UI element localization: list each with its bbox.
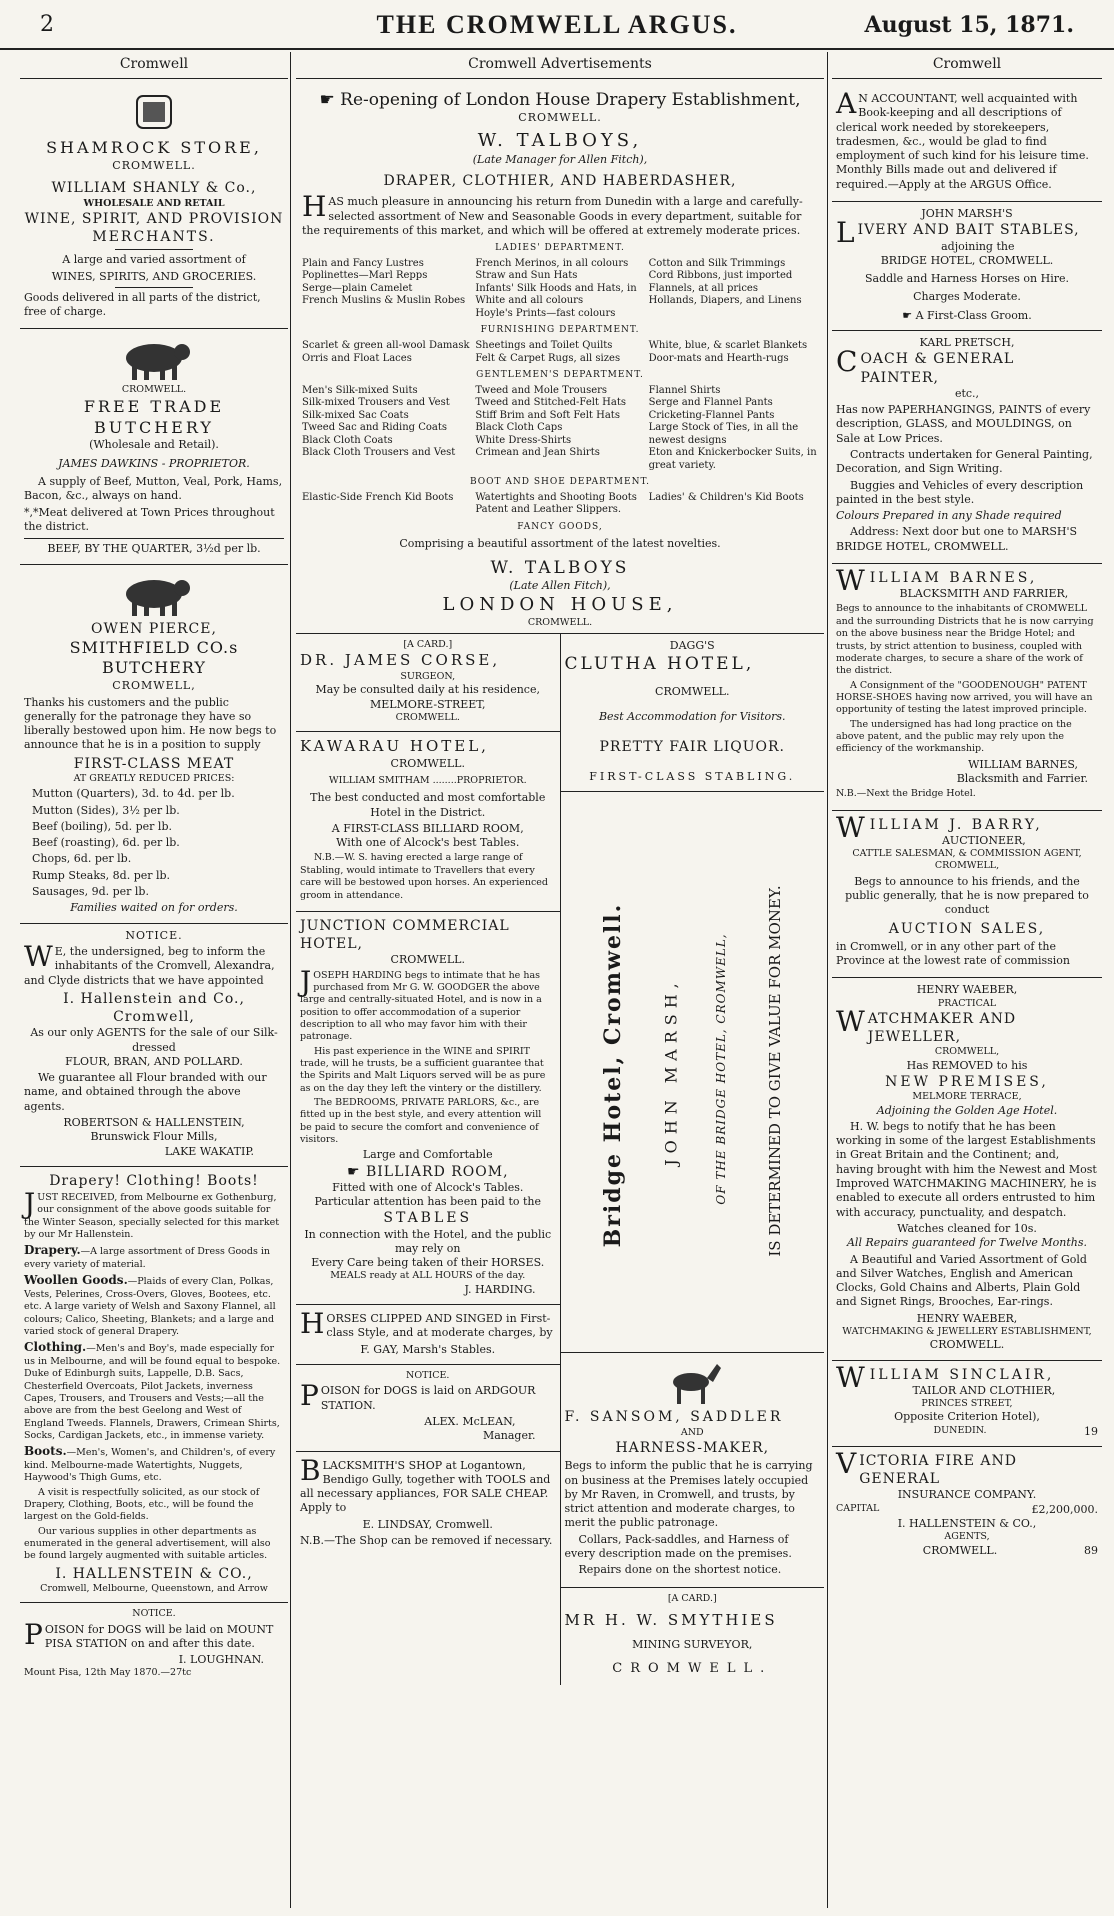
ad-notice-agents bbox=[20, 924, 288, 1167]
column-rule bbox=[827, 52, 828, 1908]
ad-body: —Men's and Boy's, made especially for us in Melbourne, and will be found equal to bespoke. Duke of Edinburgh suits, Lappelle, D.B. Sacs, Chesterfield Overcoats, Pilot Jackets, inverness Capes, Trousers, and Trousers and Vests;—all the above are from the best Geelong and West of England Tweeds. Flannels, Drawers, Crimean Shirts, Socks, Cardigan Jackets, etc., in immense variety. bbox=[24, 1343, 281, 1442]
ad-body: —Plaids of every Clan, Polkas, Vests, Pelerines, Cross-Overs, Gloves, Bootees, etc. etc. A large variety of Welsh and Saxony Flannel, all colours; Calico, Sheeting, Blankets; and a large and varied stock of general Drapery. bbox=[24, 1276, 276, 1338]
ad-role: SURGEON, bbox=[400, 670, 456, 682]
ad-free-trade-butchery bbox=[20, 329, 288, 564]
ad-sub: AT GREATLY REDUCED PRICES: bbox=[73, 772, 235, 784]
ad-body: BLACKSMITH'S SHOP at Logantown, Bendigo Gully, together with TOOLS and all necessary appliances, FOR SALE CHEAP. Apply to bbox=[300, 1453, 551, 1515]
list-item: Large Stock of Ties, in all the newest designs bbox=[648, 422, 799, 446]
list-item: Sheetings and Toilet Quilts bbox=[475, 340, 613, 352]
ad-body: WE, the undersigned, beg to inform the inhabitants of the Cromvell, Alexandra, and Clyde districts that we have appointed bbox=[24, 939, 275, 987]
ad-late: (Late Allen Fitch), bbox=[509, 578, 611, 592]
list-item: Serge—plain Camelet bbox=[302, 282, 413, 294]
list-item: Rump Steaks, 8d. per lb. bbox=[32, 868, 171, 882]
ad-body: Begs to announce to the inhabitants of CROMWELL and the surrounding Districts that he is now carrying on the above business near the Bridge Hotel; and trusts, by strict attention to business, coupled with moderate charges, to secure a share of the work of the district. bbox=[836, 603, 1094, 677]
ad-cleaned: Watches cleaned for 10s. bbox=[897, 1221, 1037, 1235]
dept-list bbox=[302, 492, 818, 517]
ad-waeber-watchmaker bbox=[832, 978, 1102, 1360]
newspaper-title: THE CROMWELL ARGUS. bbox=[376, 10, 738, 39]
ad-late: (Late Manager for Allen Fitch), bbox=[472, 152, 648, 166]
ad-place: CROMWELL. bbox=[518, 111, 602, 125]
shamrock-badge-icon bbox=[119, 92, 189, 132]
ad-adj: adjoining the bbox=[941, 239, 1015, 253]
ad-body: WINES, SPIRITS, AND GROCERIES. bbox=[51, 269, 257, 283]
ad-sign: Blacksmith and Farrier. bbox=[956, 771, 1088, 785]
column-heading: Cromwell bbox=[832, 52, 1102, 79]
ad-adj: Adjoining the Golden Age Hotel. bbox=[876, 1103, 1058, 1117]
ad-body: As our only AGENTS for the sale of our Silk-dressed bbox=[30, 1026, 278, 1054]
ad-tables: With one of Alcock's best Tables. bbox=[336, 836, 520, 850]
ad-drapery-clothing-boots bbox=[20, 1167, 288, 1603]
list-item: Watertights and Shooting Boots bbox=[475, 491, 637, 503]
list-item: Poplinettes—Marl Repps bbox=[302, 270, 428, 282]
split-area bbox=[296, 634, 824, 1685]
column-right bbox=[832, 52, 1102, 1908]
ad-body: HORSES CLIPPED AND SINGED in First-class Style, and at moderate charges, by bbox=[300, 1307, 553, 1341]
ad-title: WATCHMAKER AND JEWELLER, bbox=[836, 1005, 1017, 1046]
ad-footer bbox=[836, 1544, 1098, 1558]
ad-place: CROMWELL. bbox=[395, 711, 460, 723]
ad-line: Fitted with one of Alcock's Tables. bbox=[332, 1180, 524, 1194]
ad-sign: ROBERTSON & HALLENSTEIN, bbox=[63, 1116, 245, 1130]
dept-heading: BOOT AND SHOE DEPARTMENT. bbox=[469, 477, 650, 488]
ad-title bbox=[302, 89, 818, 111]
ad-role: CATTLE SALESMAN, & COMMISSION AGENT, bbox=[852, 848, 1082, 860]
ad-body: POISON for DOGS is laid on ARDGOUR STATION. bbox=[300, 1379, 536, 1413]
ad-body: Collars, Pack-saddles, and Harness of every description made on the premises. bbox=[564, 1532, 792, 1560]
list-item: Black Cloth Caps bbox=[475, 422, 563, 434]
ad-house: LONDON HOUSE, bbox=[442, 594, 678, 616]
ad-body: We guarantee all Flour branded with our name, and obtained through the above agents. bbox=[24, 1071, 267, 1113]
pointing-hand-icon: ☛ bbox=[346, 1163, 366, 1180]
list-item: Beef (roasting), 6d. per lb. bbox=[32, 836, 180, 850]
ad-card: [A CARD.] bbox=[403, 639, 453, 651]
ad-sign: Brunswick Flour Mills, bbox=[90, 1130, 218, 1144]
ad-name: F. SANSOM, SADDLER bbox=[564, 1409, 784, 1426]
ad-name: HENRY WAEBER, bbox=[916, 983, 1018, 997]
list-item: French Merinos, in all colours bbox=[475, 257, 629, 269]
ad-sub: WHOLESALE AND RETAIL bbox=[83, 197, 225, 209]
horse-icon bbox=[657, 1358, 727, 1408]
ad-place: CROMWELL. bbox=[390, 953, 465, 967]
ad-capital-value: £2,200,000. bbox=[1031, 1502, 1098, 1516]
ad-card: [A CARD.] bbox=[667, 1592, 717, 1604]
ad-name: MR H. W. SMYTHIES bbox=[564, 1610, 778, 1629]
ad-title: COACH & GENERAL PAINTER, bbox=[836, 345, 1015, 386]
ad-kawarau-hotel bbox=[296, 732, 560, 912]
ad-subhead: Boots. bbox=[24, 1444, 67, 1459]
ad-body: JOSEPH HARDING begs to intimate that he has purchased from Mr G. W. GOODGER the above large and centrally-situated Hotel, and is now in a position to offer accommodation of a superior description to all who may favor him with their patronage. bbox=[300, 964, 542, 1043]
ad-body: The undersigned has had long practice on the above patent, and the public may rely upon the efficiency of the workmanship. bbox=[836, 718, 1072, 755]
vertical-marsh: JOHN MARSH, bbox=[661, 977, 680, 1167]
ad-dr-corse bbox=[296, 634, 560, 732]
ad-line: Saddle and Harness Horses on Hire. bbox=[864, 272, 1070, 286]
ad-proprietor: JAMES DAWKINS - PROPRIETOR. bbox=[58, 456, 250, 470]
ad-line: Every Care being taken of their HORSES. bbox=[311, 1256, 545, 1270]
ad-and: AND bbox=[680, 1426, 704, 1438]
ad-name: WILLIAM J. BARRY, bbox=[836, 810, 1043, 844]
ad-body: A Consignment of the "GOODENOUGH" PATENT HORSE-SHOES having now arrived, you will have an opportunity of testing the latest improved principle. bbox=[836, 679, 1093, 716]
list-item: Men's Silk-mixed Suits bbox=[302, 384, 418, 396]
list-item: Infants' Silk Hoods and Hats, in White and all colours bbox=[475, 282, 637, 307]
ad-bridge-hotel-vertical bbox=[561, 792, 825, 1353]
dept-list bbox=[302, 340, 818, 365]
ad-body: —Men's, Women's, and Children's, of every kind. Melbourne-made Watertights, Nuggets, Haywood's Thigh Gums, etc. bbox=[24, 1447, 276, 1484]
ad-place: CROMWELL. bbox=[112, 159, 196, 173]
ad-sign: F. GAY, Marsh's Stables. bbox=[360, 1342, 496, 1356]
ad-owner: DAGG'S bbox=[669, 639, 715, 653]
ad-place: CROMWELL. bbox=[390, 756, 465, 770]
ad-title: SMITHFIELD CO.s BUTCHERY bbox=[69, 637, 239, 678]
ad-body: Comprising a beautiful assortment of the latest novelties. bbox=[399, 536, 721, 550]
ad-shamrock-store bbox=[20, 85, 288, 329]
ad-notice-ardgour bbox=[296, 1365, 560, 1452]
ad-body: —A large assortment of Dress Goods in every variety of material. bbox=[24, 1246, 271, 1271]
list-item: Cricketing-Flannel Pants bbox=[648, 409, 775, 421]
list-item: Elastic-Side French Kid Boots bbox=[302, 491, 454, 503]
ad-owner: KARL PRETSCH, bbox=[919, 336, 1015, 350]
ad-title: FREE TRADE BUTCHERY bbox=[83, 396, 225, 437]
ad-line: Charges Moderate. bbox=[913, 290, 1021, 304]
ad-line-text: A First-Class Groom. bbox=[915, 308, 1032, 322]
ad-body: HAS much pleasure in announcing his return from Dunedin with a large and carefully-selected assortment of New and Seasonable Goods in every department, suitable for the requirements of this market, and which will be offered at extremely moderate prices. bbox=[302, 190, 803, 237]
list-item: Black Cloth Coats bbox=[302, 434, 393, 446]
ad-note: Families waited on for orders. bbox=[70, 901, 238, 915]
ad-body: Begs to inform the public that he is carrying on business at the Premises lately occupied by Mr Raven, in Cromwell, and trusts, by strict attention and moderate charges, to merit the public patronage. bbox=[564, 1459, 813, 1530]
ad-heading: Drapery! Clothing! Boots! bbox=[49, 1172, 259, 1189]
list-item: Cotton and Silk Trimmings bbox=[648, 257, 786, 269]
ad-price: BEEF, BY THE QUARTER, 3½d per lb. bbox=[24, 538, 284, 556]
ad-sign: I. LOUGHNAN. bbox=[178, 1653, 264, 1667]
ad-sign: HENRY WAEBER, bbox=[916, 1311, 1018, 1325]
page-number: 2 bbox=[40, 12, 54, 37]
ad-victoria-insurance bbox=[832, 1447, 1102, 1565]
pointing-hand-icon: ☛ bbox=[902, 308, 916, 322]
ad-street: MELMORE-STREET, bbox=[369, 697, 486, 711]
ad-name: CLUTHA HOTEL, bbox=[564, 654, 755, 675]
ad-body: AN ACCOUNTANT, well acquainted with Book-keeping and all descriptions of clerical work needed by storekeepers, tradesmen, &c., would be glad to find employment of such kind for his leisure time. Monthly Bills made out and delivered if required.—Apply at the ARGUS Office. bbox=[836, 87, 1089, 191]
column-center bbox=[296, 52, 824, 1908]
ad-body: May be consulted daily at his residence, bbox=[315, 683, 540, 697]
ad-firm: I. Hallenstein and Co., Cromwell, bbox=[63, 990, 245, 1026]
ad-num: 89 bbox=[1083, 1543, 1098, 1557]
dept-heading: GENTLEMEN'S DEPARTMENT. bbox=[476, 370, 644, 381]
ad-body: Has now PAPERHANGINGS, PAINTS of every description, GLASS, and MOULDINGS, on Sale at Low Prices. bbox=[836, 403, 1091, 445]
dept-list bbox=[302, 258, 818, 321]
ad-place: CROMWELL, bbox=[934, 1046, 1000, 1058]
ad-sign: W. TALBOYS bbox=[490, 557, 630, 578]
list-item: Mutton (Sides), 3½ per lb. bbox=[32, 803, 180, 817]
list-item: Cord Ribbons, just imported bbox=[648, 270, 793, 282]
ad-place: CROMWELL. bbox=[929, 1338, 1005, 1352]
ad-marsh-livery bbox=[832, 202, 1102, 331]
ad-name2: INSURANCE COMPANY. bbox=[897, 1488, 1037, 1502]
ad-body: Contracts undertaken for General Painting, Decoration, and Sign Writing. bbox=[836, 447, 1093, 476]
list-item: Patent and Leather Slippers. bbox=[475, 504, 622, 516]
ad-address: Address: Next door but one to MARSH'S BRIDGE HOTEL, CROMWELL. bbox=[836, 525, 1078, 553]
ad-line-text: BILLIARD ROOM, bbox=[365, 1163, 509, 1180]
masthead bbox=[0, 0, 1114, 50]
ad-sign: J. HARDING. bbox=[464, 1282, 536, 1296]
ad-repairs: All Repairs guaranteed for Twelve Months. bbox=[846, 1236, 1088, 1250]
vertical-of: OF THE BRIDGE HOTEL, CROMWELL, bbox=[713, 933, 728, 1206]
ad-body: The BEDROOMS, PRIVATE PARLORS, &c., are fitted up in the best style, and every attention will be paid to secure the comfort and convenience of visitors. bbox=[300, 1096, 542, 1145]
ad-city: DUNEDIN. bbox=[933, 1424, 987, 1436]
ad-owner: OWEN PIERCE, bbox=[91, 620, 217, 637]
ad-hotel: BRIDGE HOTEL, CROMWELL. bbox=[880, 253, 1054, 267]
list-item: Flannels, at all prices bbox=[648, 282, 758, 294]
list-item: Tweed and Stitched-Felt Hats bbox=[475, 397, 626, 409]
ad-liquor: PRETTY FAIR LIQUOR. bbox=[599, 739, 785, 755]
ad-line: WINE, SPIRIT, AND PROVISION bbox=[24, 210, 284, 227]
divider bbox=[115, 287, 193, 288]
ad-body: A visit is respectfully solicited, as our stock of Drapery, Clothing, Boots, etc., will be found the largest on the Gold-fields. bbox=[24, 1486, 260, 1523]
ad-new: NEW PREMISES, bbox=[885, 1074, 1049, 1091]
vertical-value: IS DETERMINED TO GIVE VALUE FOR MONEY. bbox=[765, 885, 784, 1258]
ad-heading: FIRST-CLASS MEAT bbox=[73, 755, 235, 772]
ad-sign: I. HALLENSTEIN & CO., bbox=[55, 1565, 253, 1582]
list-item: Felt & Carpet Rugs, all sizes bbox=[475, 352, 621, 364]
ad-body: The best conducted and most comfortable Hotel in the District. bbox=[310, 791, 546, 819]
ad-date: Mount Pisa, 12th May 1870.—27tc bbox=[24, 1667, 192, 1679]
list-item: Eton and Knickerbocker Suits, in great variety. bbox=[648, 447, 817, 471]
ad-colours: Colours Prepared in any Shade required bbox=[836, 509, 1062, 523]
dept-heading: LADIES' DEPARTMENT. bbox=[495, 243, 625, 254]
ad-body: His past experience in the WINE and SPIRIT trade, will he trusts, be a sufficient guarantee that the Spirits and Malt Liquors served will be as pure as on the day they left the vintery or the distillery. bbox=[300, 1045, 546, 1094]
ad-name: W. TALBOYS, bbox=[477, 130, 643, 152]
ad-note: N.B.—W. S. having erected a large range of Stabling, would intimate to Travellers that every care will be bestowed upon horses. An experienced groom in attendance. bbox=[300, 852, 549, 901]
ad-line bbox=[836, 309, 1098, 323]
ad-place: CROMWELL. bbox=[922, 1543, 998, 1557]
ad-barnes-blacksmith bbox=[832, 564, 1102, 811]
ad-accountant bbox=[832, 85, 1102, 202]
column-heading: Cromwell Advertisements bbox=[296, 52, 824, 79]
ad-name: DR. JAMES CORSE, bbox=[300, 651, 501, 670]
list-item: Straw and Sun Hats bbox=[475, 270, 578, 282]
column-left bbox=[20, 52, 288, 1908]
ad-body: A supply of Beef, Mutton, Veal, Pork, Hams, Bacon, &c., always on hand. bbox=[24, 475, 283, 503]
ad-subhead: Woollen Goods. bbox=[24, 1273, 128, 1288]
ad-owner: WILLIAM SHANLY & Co., bbox=[51, 180, 257, 197]
ad-heading: NOTICE. bbox=[132, 1608, 176, 1620]
list-item: Silk-mixed Trousers and Vest bbox=[302, 397, 450, 409]
ad-line bbox=[300, 1163, 556, 1181]
list-item: Stiff Brim and Soft Felt Hats bbox=[475, 409, 620, 421]
ad-trade: DRAPER, CLOTHIER, AND HABERDASHER, bbox=[383, 173, 737, 190]
ad-owner: JOHN MARSH'S bbox=[921, 207, 1013, 221]
ad-est: WATCHMAKING & JEWELLERY ESTABLISHMENT, bbox=[842, 1326, 1092, 1338]
ad-place: CROMWELL. bbox=[655, 685, 730, 699]
list-item: Beef (boiling), 5d. per lb. bbox=[32, 819, 172, 833]
list-item: Chops, 6d. per lb. bbox=[32, 852, 132, 866]
ad-billiard: A FIRST-CLASS BILLIARD ROOM, bbox=[331, 821, 524, 835]
list-item: Scarlet & green all-wool Damask bbox=[302, 340, 470, 352]
bull-icon bbox=[114, 336, 194, 382]
ad-note: Goods delivered in all parts of the district, free of charge. bbox=[24, 290, 261, 319]
ad-smithfield-butchery bbox=[20, 565, 288, 924]
list-item: Silk-mixed Sac Coats bbox=[302, 409, 409, 421]
ad-junction-hotel bbox=[296, 912, 560, 1305]
list-item: Tweed Sac and Riding Coats bbox=[302, 422, 447, 434]
list-item: French Muslins & Muslin Robes bbox=[302, 295, 466, 307]
ad-barry-auctioneer bbox=[832, 811, 1102, 979]
ad-role: AUCTIONEER, bbox=[941, 833, 1026, 847]
issue-date: August 15, 1871. bbox=[864, 12, 1074, 38]
list-item: White, blue, & scarlet Blankets bbox=[648, 340, 808, 352]
ad-num: 19 bbox=[1084, 1424, 1098, 1438]
list-item: Sausages, 9d. per lb. bbox=[32, 885, 149, 899]
ad-trade: TAILOR AND CLOTHIER, bbox=[912, 1383, 1056, 1397]
ad-notice-poison bbox=[20, 1603, 288, 1687]
ad-body: JUST RECEIVED, from Melbourne ex Gothenburg, our consignment of the above goods suitable for the Winter Season, specially selected for this market by our Mr Hallenstein. bbox=[24, 1187, 280, 1241]
price-list bbox=[24, 787, 284, 899]
list-item: Crimean and Jean Shirts bbox=[475, 447, 600, 459]
column-heading: Cromwell bbox=[20, 52, 288, 79]
list-item: Tweed and Mole Trousers bbox=[475, 384, 608, 396]
list-item: Orris and Float Laces bbox=[302, 352, 412, 364]
column-rule bbox=[290, 52, 291, 1908]
split-left bbox=[296, 634, 561, 1685]
ad-capital-label: CAPITAL bbox=[836, 1502, 880, 1514]
ad-note: N.B.—Next the Bridge Hotel. bbox=[836, 788, 976, 800]
dept-heading: FANCY GOODS, bbox=[517, 521, 603, 532]
ad-note: N.B.—The Shop can be removed if necessary. bbox=[300, 1534, 553, 1548]
ad-street: PRINCES STREET, bbox=[921, 1398, 1013, 1410]
ad-body: Our various supplies in other departments as enumerated in the general advertisement, will also be found largely augmented with suitable articles. bbox=[24, 1525, 271, 1562]
ad-sub: (Wholesale and Retail). bbox=[89, 438, 219, 452]
ad-title-text: Re-opening of London House Drapery Establishment, bbox=[340, 90, 801, 110]
ad-line: Large and Comfortable bbox=[362, 1148, 493, 1162]
bull-icon bbox=[114, 572, 194, 618]
ad-pretsch-painter bbox=[832, 331, 1102, 564]
ad-note: *,*Meat delivered at Town Prices throughout the district. bbox=[24, 505, 275, 533]
ad-opp: Opposite Criterion Hotel), bbox=[894, 1410, 1040, 1424]
ad-trade: HARNESS-MAKER, bbox=[615, 1440, 770, 1457]
list-item: Door-mats and Hearth-rugs bbox=[648, 352, 789, 364]
ad-sign: E. LINDSAY, Cromwell. bbox=[362, 1517, 493, 1531]
ad-sign: ALEX. McLEAN, bbox=[424, 1414, 516, 1428]
ad-body: Buggies and Vehicles of every description painted in the best style. bbox=[836, 478, 1084, 506]
ad-place: CROMWELL. bbox=[121, 384, 187, 396]
pointing-hand-icon: ☛ bbox=[319, 90, 341, 110]
ad-best: Best Accommodation for Visitors. bbox=[598, 709, 786, 723]
ad-name: VICTORIA FIRE AND GENERAL bbox=[836, 1447, 1017, 1488]
ad-heading: FLOUR, BRAN, AND POLLARD. bbox=[65, 1054, 243, 1068]
ad-title: LIVERY AND BAIT STABLES, bbox=[836, 216, 1080, 250]
ad-role: MINING SURVEYOR, bbox=[632, 1638, 753, 1652]
list-item: Black Cloth Trousers and Vest bbox=[302, 447, 456, 459]
ad-body: A large and varied assortment of bbox=[62, 253, 246, 267]
list-item: Hollands, Diapers, and Linens bbox=[648, 295, 802, 307]
ad-name: KAWARAU HOTEL, bbox=[300, 737, 489, 756]
list-item: Flannel Shirts bbox=[648, 384, 721, 396]
dept-list bbox=[302, 385, 818, 473]
ad-name: WILLIAM BARNES, bbox=[836, 563, 1038, 597]
ad-blacksmith-shop bbox=[296, 1452, 560, 1558]
ad-heading: NOTICE. bbox=[125, 928, 183, 942]
ad-etc: etc., bbox=[954, 386, 980, 400]
ad-line: In connection with the Hotel, and the public may rely on bbox=[304, 1227, 552, 1255]
list-item: White Dress-Shirts bbox=[475, 434, 572, 446]
ad-agent: I. HALLENSTEIN & CO., bbox=[897, 1517, 1037, 1531]
ad-place: CROMWELL, bbox=[934, 860, 1000, 872]
ad-role: Manager. bbox=[482, 1429, 536, 1443]
ad-name: WILLIAM SINCLAIR, bbox=[836, 1360, 1055, 1394]
list-item: Serge and Flannel Pants bbox=[648, 397, 773, 409]
ad-line: STABLES bbox=[383, 1210, 473, 1227]
ad-subhead: Drapery. bbox=[24, 1243, 81, 1258]
ad-place: CROMWELL. bbox=[612, 1660, 773, 1676]
ad-line: MERCHANTS. bbox=[92, 229, 216, 246]
ad-terrace: MELMORE TERRACE, bbox=[912, 1091, 1022, 1103]
ad-prac: PRACTICAL bbox=[937, 997, 997, 1009]
ad-sign: LAKE WAKATIP. bbox=[164, 1144, 254, 1158]
ad-horses-clipped bbox=[296, 1305, 560, 1365]
ad-subhead: Clothing. bbox=[24, 1340, 87, 1355]
list-item: Plain and Fancy Lustres bbox=[302, 257, 424, 269]
ad-places: Cromwell, Melbourne, Queenstown, and Arrow bbox=[40, 1582, 268, 1594]
ad-body: POISON for DOGS will be laid on MOUNT PISA STATION on and after this date. bbox=[24, 1617, 274, 1651]
ad-title: SHAMROCK STORE, bbox=[46, 138, 262, 158]
ad-heading: NOTICE. bbox=[406, 1370, 450, 1382]
ad-body: A Beautiful and Varied Assortment of Gold and Silver Watches, English and American Clocks, Gold Chains and Alberts, Plain Gold and Signet Rings, Brooches, Ear-rings. bbox=[836, 1252, 1087, 1309]
ad-body: in Cromwell, or in any other part of the Province at the lowest rate of commission bbox=[836, 939, 1070, 968]
ad-capital bbox=[836, 1503, 1098, 1517]
ad-london-house bbox=[296, 85, 824, 634]
ad-sinclair-tailor bbox=[832, 1361, 1102, 1447]
dept-heading: FURNISHING DEPARTMENT. bbox=[480, 325, 640, 336]
ad-proprietor: WILLIAM SMITHAM ........PROPRIETOR. bbox=[328, 774, 527, 786]
ad-body: Repairs done on the shortest notice. bbox=[578, 1563, 782, 1577]
ad-body: H. W. begs to notify that he has been working in some of the largest Establishments in Great Britain and the Continent; and, having brought with him the Newest and Most Improved WATCHMAKING MACHINERY, he is enabled to execute all orders entrusted to him with accuracy, punctuality, and despatch. bbox=[836, 1119, 1097, 1219]
ad-place: CROMWELL, bbox=[112, 679, 196, 693]
ad-place: CROMWELL. bbox=[527, 616, 593, 628]
ad-sign: WILLIAM BARNES, bbox=[968, 757, 1078, 771]
divider bbox=[115, 249, 193, 250]
ad-body: Begs to announce to his friends, and the public generally, that he is now prepared to conduct bbox=[845, 874, 1089, 917]
list-item: Ladies' & Children's Kid Boots bbox=[648, 491, 804, 503]
ad-name: JUNCTION COMMERCIAL HOTEL, bbox=[300, 917, 510, 953]
ad-body: Thanks his customers and the public generally for the patronage they have so liberally bestowed upon him. He now begs to announce that he is in a position to supply bbox=[24, 695, 277, 752]
list-item: Mutton (Quarters), 3d. to 4d. per lb. bbox=[32, 787, 235, 801]
ad-smythies bbox=[561, 1588, 825, 1685]
list-item: Hoyle's Prints—fast colours bbox=[475, 307, 616, 319]
ad-stabling: FIRST-CLASS STABLING. bbox=[589, 770, 796, 784]
ad-trade: BLACKSMITH AND FARRIER, bbox=[899, 587, 1069, 601]
ad-agents: AGENTS, bbox=[944, 1531, 990, 1543]
ad-line: MEALS ready at ALL HOURS of the day. bbox=[330, 1270, 526, 1282]
ad-sansom-saddler bbox=[561, 1353, 825, 1587]
ad-line: Particular attention has been paid to the bbox=[314, 1195, 541, 1209]
ad-sales: AUCTION SALES, bbox=[888, 920, 1046, 937]
ad-clutha-hotel bbox=[561, 634, 825, 792]
split-right bbox=[561, 634, 825, 1685]
ad-removed: Has REMOVED to his bbox=[906, 1058, 1028, 1072]
ad-footer bbox=[836, 1425, 1098, 1439]
vertical-bridge: Bridge Hotel, Cromwell. bbox=[599, 903, 626, 1248]
